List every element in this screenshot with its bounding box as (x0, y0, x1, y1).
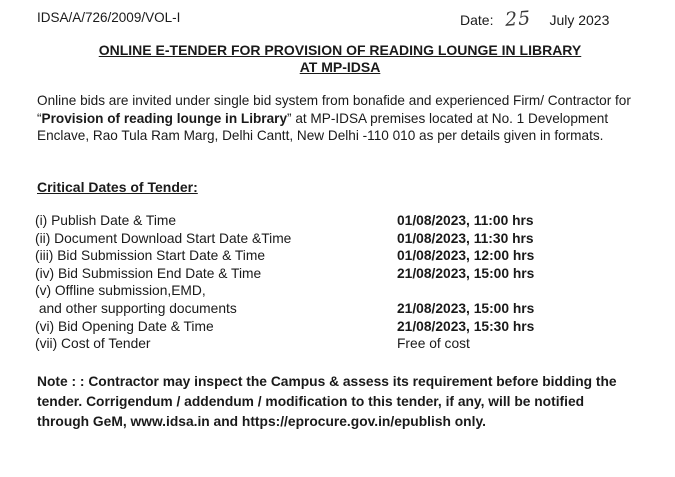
list-item (35, 300, 635, 318)
note-paragraph: Note : : Contractor may inspect the Campus & assess its requirement before bidding the tender. Corrigendum / addendum / modification to this tender, if any, will be notified through GeM, www.idsa.in and https://eprocure.gov.in/epublish only. (37, 374, 617, 429)
date-label: Date: (460, 12, 494, 28)
date-item-label: (iv) Bid Submission End Date & Time (35, 265, 262, 281)
list-item (35, 247, 635, 265)
date-month-year: July 2023 (549, 12, 610, 28)
date-item-value: 21/08/2023, 15:00 hrs (397, 265, 535, 281)
date-item-label: (vi) Bid Opening Date & Time (35, 318, 214, 334)
list-item (35, 282, 635, 300)
date-item-label: (ii) Document Download Start Date &Time (35, 230, 292, 246)
critical-dates-heading: Critical Dates of Tender: (37, 179, 198, 195)
date-item-value: 01/08/2023, 12:00 hrs (397, 248, 535, 264)
page-title (60, 42, 620, 76)
date-item-value: 01/08/2023, 11:00 hrs (397, 213, 534, 228)
critical-dates-list (35, 212, 635, 353)
document-date (460, 8, 609, 30)
date-item-label: (v) Offline submission,EMD, (35, 283, 206, 299)
reference-number: IDSA/A/726/2009/VOL-I (37, 10, 181, 25)
list-item (35, 335, 635, 353)
date-item-value: 21/08/2023, 15:00 hrs (397, 300, 535, 316)
intro-paragraph (37, 92, 649, 145)
title-line-2: AT MP-IDSA (299, 59, 381, 75)
date-item-value: 01/08/2023, 11:30 hrs (397, 230, 534, 246)
list-item (35, 318, 635, 336)
list-item (35, 265, 635, 283)
date-item-label: (i) Publish Date & Time (35, 213, 177, 228)
handwritten-day: 25 (504, 7, 533, 31)
intro-part-1: Online bids are invited under single bid system from bonafide and experienced Firm/ Contractor for “ (37, 93, 631, 126)
list-item (35, 230, 635, 248)
title-line-1: ONLINE E-TENDER FOR PROVISION OF READING LOUNGE IN LIBRARY (98, 42, 582, 58)
intro-part-2: ” at MP-IDSA premises located at No. 1 Development Enclave, Rao Tula Ram Marg, Delhi Cantt, New Delhi -110 010 as per details given in formats. (37, 110, 609, 143)
intro-highlight: Provision of reading lounge in Library (41, 110, 288, 126)
date-item-value: 21/08/2023, 15:30 hrs (397, 318, 535, 334)
list-item (35, 212, 635, 230)
date-item-value: Free of cost (397, 336, 470, 352)
date-item-label: (iii) Bid Submission Start Date & Time (35, 248, 266, 264)
date-item-label: (vii) Cost of Tender (35, 336, 151, 352)
date-item-label: and other supporting documents (35, 300, 237, 316)
